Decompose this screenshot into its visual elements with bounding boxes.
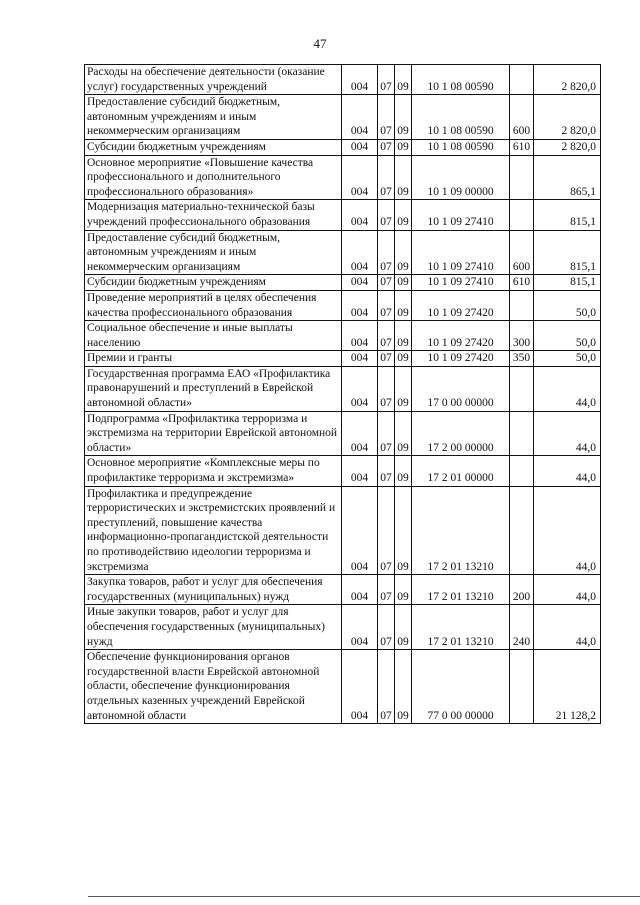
row-name: Подпрограмма «Профилактика терроризма и экстремизма на территории Еврейской автономной области» <box>85 411 342 456</box>
table-row <box>85 139 601 155</box>
row-ministry: 004 <box>342 605 378 650</box>
row-subsection: 09 <box>395 95 412 140</box>
row-section: 07 <box>378 65 395 95</box>
row-target-article: 17 2 00 00000 <box>412 411 510 456</box>
row-target-article: 10 1 09 27410 <box>412 200 510 230</box>
row-ministry: 004 <box>342 486 378 575</box>
row-ministry: 004 <box>342 275 378 291</box>
row-name: Премии и гранты <box>85 351 342 367</box>
row-ministry: 004 <box>342 575 378 605</box>
row-target-article: 10 1 09 27410 <box>412 275 510 291</box>
row-expense-type <box>510 366 534 411</box>
row-name: Основное мероприятие «Повышение качества профессионального и дополнительного профессионального образования» <box>85 155 342 200</box>
row-subsection: 09 <box>395 575 412 605</box>
row-ministry: 004 <box>342 230 378 275</box>
row-subsection: 09 <box>395 230 412 275</box>
row-amount: 815,1 <box>534 275 601 291</box>
row-ministry: 004 <box>342 411 378 456</box>
table-row <box>85 411 601 456</box>
table-row <box>85 486 601 575</box>
row-subsection: 09 <box>395 200 412 230</box>
row-expense-type <box>510 200 534 230</box>
row-name: Государственная программа ЕАО «Профилактика правонарушений и преступлений в Еврейской автономной области» <box>85 366 342 411</box>
row-name: Предоставление субсидий бюджетным, автономным учреждениям и иным некоммерческим организациям <box>85 95 342 140</box>
table-row <box>85 65 601 95</box>
row-target-article: 10 1 08 00590 <box>412 95 510 140</box>
row-name: Субсидии бюджетным учреждениям <box>85 275 342 291</box>
row-ministry: 004 <box>342 351 378 367</box>
row-subsection: 09 <box>395 486 412 575</box>
row-target-article: 17 0 00 00000 <box>412 366 510 411</box>
row-expense-type <box>510 65 534 95</box>
row-subsection: 09 <box>395 155 412 200</box>
table-row <box>85 650 601 724</box>
row-name: Обеспечение функционирования органов государственной власти Еврейской автономной области, обеспечение функционирования отдельных казенных учреждений Еврейской автономной области <box>85 650 342 724</box>
row-amount: 21 128,2 <box>534 650 601 724</box>
row-amount: 44,0 <box>534 486 601 575</box>
row-ministry: 004 <box>342 65 378 95</box>
row-amount: 44,0 <box>534 411 601 456</box>
row-expense-type: 600 <box>510 230 534 275</box>
row-name: Закупка товаров, работ и услуг для обеспечения государственных (муниципальных) нужд <box>85 575 342 605</box>
table-row <box>85 605 601 650</box>
row-target-article: 17 2 01 13210 <box>412 575 510 605</box>
table-row <box>85 275 601 291</box>
row-name: Профилактика и предупреждение террористических и экстремистских проявлений и преступлений, повышение качества информационно-пропагандистской деятельности по противодействию идеологии терроризма и экстремизма <box>85 486 342 575</box>
row-section: 07 <box>378 321 395 351</box>
row-ministry: 004 <box>342 366 378 411</box>
row-subsection: 09 <box>395 139 412 155</box>
row-amount: 815,1 <box>534 200 601 230</box>
table-row <box>85 366 601 411</box>
row-amount: 44,0 <box>534 575 601 605</box>
row-subsection: 09 <box>395 290 412 320</box>
table-row <box>85 321 601 351</box>
row-target-article: 77 0 00 00000 <box>412 650 510 724</box>
row-target-article: 17 2 01 00000 <box>412 456 510 486</box>
row-subsection: 09 <box>395 321 412 351</box>
row-amount: 44,0 <box>534 605 601 650</box>
row-expense-type: 610 <box>510 139 534 155</box>
row-section: 07 <box>378 139 395 155</box>
row-expense-type <box>510 155 534 200</box>
row-target-article: 17 2 01 13210 <box>412 486 510 575</box>
row-name: Субсидии бюджетным учреждениям <box>85 139 342 155</box>
row-name: Проведение мероприятий в целях обеспечения качества профессионального образования <box>85 290 342 320</box>
row-expense-type: 200 <box>510 575 534 605</box>
row-expense-type: 600 <box>510 95 534 140</box>
table-row <box>85 155 601 200</box>
table-row <box>85 200 601 230</box>
row-expense-type <box>510 290 534 320</box>
row-ministry: 004 <box>342 200 378 230</box>
row-expense-type: 610 <box>510 275 534 291</box>
row-section: 07 <box>378 275 395 291</box>
table-row <box>85 95 601 140</box>
row-subsection: 09 <box>395 351 412 367</box>
table-row <box>85 575 601 605</box>
row-target-article: 10 1 09 27410 <box>412 230 510 275</box>
row-section: 07 <box>378 351 395 367</box>
table-row <box>85 456 601 486</box>
row-amount: 2 820,0 <box>534 139 601 155</box>
table-row <box>85 230 601 275</box>
row-section: 07 <box>378 411 395 456</box>
row-subsection: 09 <box>395 650 412 724</box>
row-target-article: 10 1 08 00590 <box>412 139 510 155</box>
row-expense-type <box>510 486 534 575</box>
row-target-article: 10 1 08 00590 <box>412 65 510 95</box>
table-body <box>85 65 601 724</box>
row-amount: 865,1 <box>534 155 601 200</box>
page-number: 47 <box>313 36 327 51</box>
row-section: 07 <box>378 366 395 411</box>
table-row <box>85 290 601 320</box>
row-ministry: 004 <box>342 650 378 724</box>
budget-table <box>84 64 601 724</box>
row-name: Основное мероприятие «Комплексные меры по профилактике терроризма и экстремизма» <box>85 456 342 486</box>
row-amount: 2 820,0 <box>534 95 601 140</box>
row-name: Предоставление субсидий бюджетным, автономным учреждениям и иным некоммерческим организациям <box>85 230 342 275</box>
row-subsection: 09 <box>395 275 412 291</box>
row-target-article: 10 1 09 27420 <box>412 321 510 351</box>
bottom-rule <box>88 896 640 897</box>
row-ministry: 004 <box>342 95 378 140</box>
row-amount: 50,0 <box>534 290 601 320</box>
row-amount: 50,0 <box>534 321 601 351</box>
row-section: 07 <box>378 650 395 724</box>
row-amount: 44,0 <box>534 456 601 486</box>
row-subsection: 09 <box>395 65 412 95</box>
row-section: 07 <box>378 456 395 486</box>
row-target-article: 10 1 09 27420 <box>412 290 510 320</box>
row-section: 07 <box>378 605 395 650</box>
row-expense-type <box>510 411 534 456</box>
row-ministry: 004 <box>342 139 378 155</box>
row-ministry: 004 <box>342 155 378 200</box>
row-section: 07 <box>378 155 395 200</box>
row-ministry: 004 <box>342 321 378 351</box>
row-expense-type: 300 <box>510 321 534 351</box>
row-section: 07 <box>378 95 395 140</box>
row-section: 07 <box>378 575 395 605</box>
row-expense-type: 350 <box>510 351 534 367</box>
row-amount: 815,1 <box>534 230 601 275</box>
row-section: 07 <box>378 486 395 575</box>
row-target-article: 10 1 09 27420 <box>412 351 510 367</box>
row-subsection: 09 <box>395 605 412 650</box>
row-subsection: 09 <box>395 411 412 456</box>
row-section: 07 <box>378 200 395 230</box>
row-name: Социальное обеспечение и иные выплаты населению <box>85 321 342 351</box>
row-expense-type <box>510 650 534 724</box>
row-target-article: 17 2 01 13210 <box>412 605 510 650</box>
row-name: Расходы на обеспечение деятельности (оказание услуг) государственных учреждений <box>85 65 342 95</box>
row-section: 07 <box>378 230 395 275</box>
row-amount: 50,0 <box>534 351 601 367</box>
row-ministry: 004 <box>342 290 378 320</box>
row-ministry: 004 <box>342 456 378 486</box>
row-subsection: 09 <box>395 456 412 486</box>
row-name: Модернизация материально-технической базы учреждений профессионального образования <box>85 200 342 230</box>
table-row <box>85 351 601 367</box>
row-section: 07 <box>378 290 395 320</box>
row-amount: 44,0 <box>534 366 601 411</box>
row-name: Иные закупки товаров, работ и услуг для обеспечения государственных (муниципальных) нужд <box>85 605 342 650</box>
row-expense-type <box>510 456 534 486</box>
row-subsection: 09 <box>395 366 412 411</box>
row-expense-type: 240 <box>510 605 534 650</box>
row-amount: 2 820,0 <box>534 65 601 95</box>
row-target-article: 10 1 09 00000 <box>412 155 510 200</box>
